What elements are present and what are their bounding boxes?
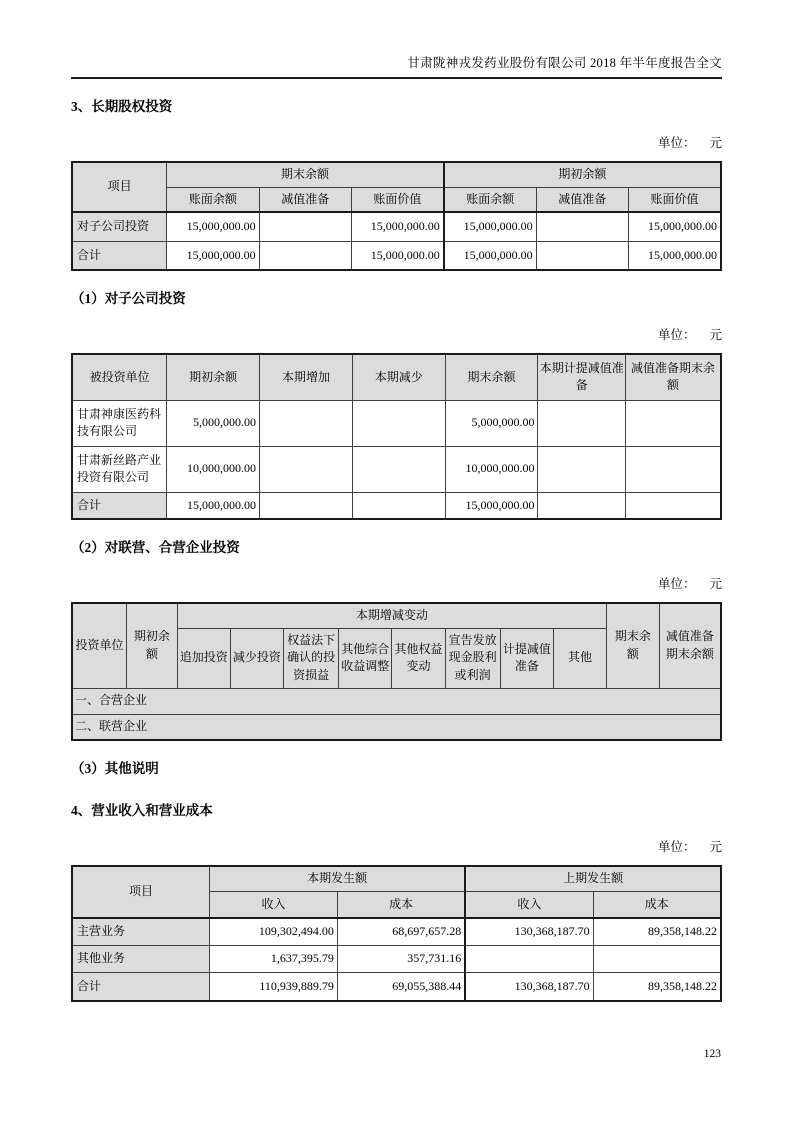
column-header-investor: 投资单位 — [72, 603, 127, 688]
table-header-row — [72, 603, 721, 628]
column-header-item: 项目 — [72, 162, 167, 212]
unit-prefix: 单位： — [657, 136, 696, 150]
unit-label — [71, 574, 722, 592]
column-header-impairment: 减值准备 — [259, 187, 351, 212]
cell-value — [593, 945, 721, 972]
column-header-investee: 被投资单位 — [72, 354, 167, 400]
unit-label — [71, 325, 722, 343]
column-header-cost: 成本 — [593, 891, 721, 918]
column-header-book-value: 账面价值 — [628, 187, 721, 212]
unit-prefix: 单位： — [657, 577, 696, 591]
section-3-1-heading: （1）对子公司投资 — [71, 291, 186, 306]
cell-value: 130,368,187.70 — [465, 918, 593, 945]
table-header-row — [72, 866, 721, 891]
cell-value: 68,697,657.28 — [337, 918, 465, 945]
cell-value — [538, 446, 626, 492]
column-header-end-balance: 期末余额 — [445, 354, 538, 400]
cell-value: 15,000,000.00 — [444, 241, 536, 270]
column-group-period-changes: 本期增减变动 — [177, 603, 607, 628]
row-label: 甘肃新丝路产业投资有限公司 — [72, 446, 167, 492]
cell-value: 5,000,000.00 — [445, 400, 538, 446]
column-header-book-balance: 账面余额 — [167, 187, 259, 212]
column-header-impairment: 减值准备 — [536, 187, 628, 212]
cell-value — [536, 241, 628, 270]
table-subheader-row — [72, 187, 721, 212]
column-header-reduced-investment: 减少投资 — [230, 628, 283, 688]
cell-value — [352, 446, 445, 492]
column-header-additional-investment: 追加投资 — [177, 628, 230, 688]
row-label: 合计 — [72, 241, 167, 270]
cell-value — [259, 241, 351, 270]
subsidiary-investment-table — [71, 353, 722, 520]
table-row — [72, 945, 721, 972]
column-group-period-begin: 期初余额 — [444, 162, 721, 187]
cell-value: 15,000,000.00 — [167, 241, 259, 270]
cell-value — [536, 212, 628, 241]
cell-value: 89,358,148.22 — [593, 918, 721, 945]
row-label: 主营业务 — [72, 918, 210, 945]
table-row-total — [72, 972, 721, 1001]
cell-value: 89,358,148.22 — [593, 972, 721, 1001]
column-group-prior-period: 上期发生额 — [465, 866, 721, 891]
table-row — [72, 212, 721, 241]
column-header-impairment-accrued: 计提减值准备 — [500, 628, 553, 688]
column-header-book-value: 账面价值 — [351, 187, 443, 212]
column-group-period-end: 期末余额 — [167, 162, 444, 187]
column-header-end-balance: 期末余额 — [607, 603, 660, 688]
cell-value: 15,000,000.00 — [167, 492, 260, 519]
unit-currency: 元 — [709, 328, 722, 342]
unit-currency: 元 — [709, 577, 722, 591]
cell-value — [352, 492, 445, 519]
column-header-impairment-end: 减值准备期末余额 — [626, 354, 721, 400]
cell-value: 15,000,000.00 — [351, 212, 443, 241]
cell-value — [260, 446, 353, 492]
cell-value — [626, 400, 721, 446]
column-header-begin-balance: 期初余额 — [127, 603, 178, 688]
joint-venture-investment-table — [71, 602, 722, 741]
cell-value — [260, 400, 353, 446]
column-header-revenue: 收入 — [465, 891, 593, 918]
table-header-row — [72, 354, 721, 400]
row-label: 其他业务 — [72, 945, 210, 972]
cell-value: 1,637,395.79 — [210, 945, 338, 972]
row-label: 一、合营企业 — [72, 688, 721, 714]
column-header-increase: 本期增加 — [260, 354, 353, 400]
cell-value — [260, 492, 353, 519]
report-header-title: 甘肃陇神戎发药业股份有限公司 2018 年半年度报告全文 — [407, 56, 722, 70]
unit-prefix: 单位： — [657, 840, 696, 854]
unit-currency: 元 — [709, 136, 722, 150]
long-term-equity-investment-table — [71, 161, 722, 271]
column-header-equity-method-pl: 权益法下确认的投资损益 — [284, 628, 339, 688]
cell-value — [259, 212, 351, 241]
cell-value: 15,000,000.00 — [445, 492, 538, 519]
cell-value: 357,731.16 — [337, 945, 465, 972]
table-row-total — [72, 241, 721, 270]
column-header-cost: 成本 — [337, 891, 465, 918]
unit-label — [71, 837, 722, 855]
cell-value: 5,000,000.00 — [167, 400, 260, 446]
report-header — [71, 0, 722, 79]
column-header-book-balance: 账面余额 — [444, 187, 536, 212]
cell-value — [538, 400, 626, 446]
column-header-decrease: 本期减少 — [352, 354, 445, 400]
column-header-item: 项目 — [72, 866, 210, 918]
cell-value — [538, 492, 626, 519]
unit-currency: 元 — [709, 840, 722, 854]
section-3-2-heading: （2）对联营、合营企业投资 — [71, 540, 240, 555]
column-group-current-period: 本期发生额 — [210, 866, 466, 891]
table-row-category — [72, 714, 721, 740]
cell-value — [352, 400, 445, 446]
column-header-begin-balance: 期初余额 — [167, 354, 260, 400]
section-4-heading: 4、营业收入和营业成本 — [71, 803, 213, 818]
cell-value: 10,000,000.00 — [445, 446, 538, 492]
table-row — [72, 918, 721, 945]
cell-value — [626, 446, 721, 492]
cell-value: 130,368,187.70 — [465, 972, 593, 1001]
section-3-heading: 3、长期股权投资 — [71, 99, 173, 114]
unit-label — [71, 133, 722, 151]
cell-value: 15,000,000.00 — [351, 241, 443, 270]
cell-value: 15,000,000.00 — [628, 212, 721, 241]
cell-value: 110,939,889.79 — [210, 972, 338, 1001]
revenue-cost-table — [71, 865, 722, 1002]
table-row — [72, 446, 721, 492]
cell-value: 10,000,000.00 — [167, 446, 260, 492]
column-header-other-equity-change: 其他权益变动 — [392, 628, 445, 688]
column-header-impairment-accrued: 本期计提减值准备 — [538, 354, 626, 400]
table-header-row — [72, 162, 721, 187]
row-label: 甘肃神康医药科技有限公司 — [72, 400, 167, 446]
table-row-category — [72, 688, 721, 714]
cell-value — [626, 492, 721, 519]
row-label: 合计 — [72, 972, 210, 1001]
cell-value: 109,302,494.00 — [210, 918, 338, 945]
table-row — [72, 400, 721, 446]
column-header-impairment-end: 减值准备期末余额 — [659, 603, 721, 688]
cell-value: 15,000,000.00 — [444, 212, 536, 241]
cell-value — [465, 945, 593, 972]
column-header-other: 其他 — [553, 628, 606, 688]
unit-prefix: 单位： — [657, 328, 696, 342]
column-header-oci-adjustment: 其他综合收益调整 — [339, 628, 392, 688]
section-3-3-heading: （3）其他说明 — [71, 761, 159, 776]
row-label: 二、联营企业 — [72, 714, 721, 740]
page-number: 123 — [703, 1048, 721, 1060]
row-label: 对子公司投资 — [72, 212, 167, 241]
table-row-total — [72, 492, 721, 519]
cell-value: 15,000,000.00 — [167, 212, 259, 241]
cell-value: 69,055,388.44 — [337, 972, 465, 1001]
column-header-declared-dividends: 宣告发放现金股利或利润 — [445, 628, 500, 688]
column-header-revenue: 收入 — [210, 891, 338, 918]
cell-value: 15,000,000.00 — [628, 241, 721, 270]
row-label: 合计 — [72, 492, 167, 519]
